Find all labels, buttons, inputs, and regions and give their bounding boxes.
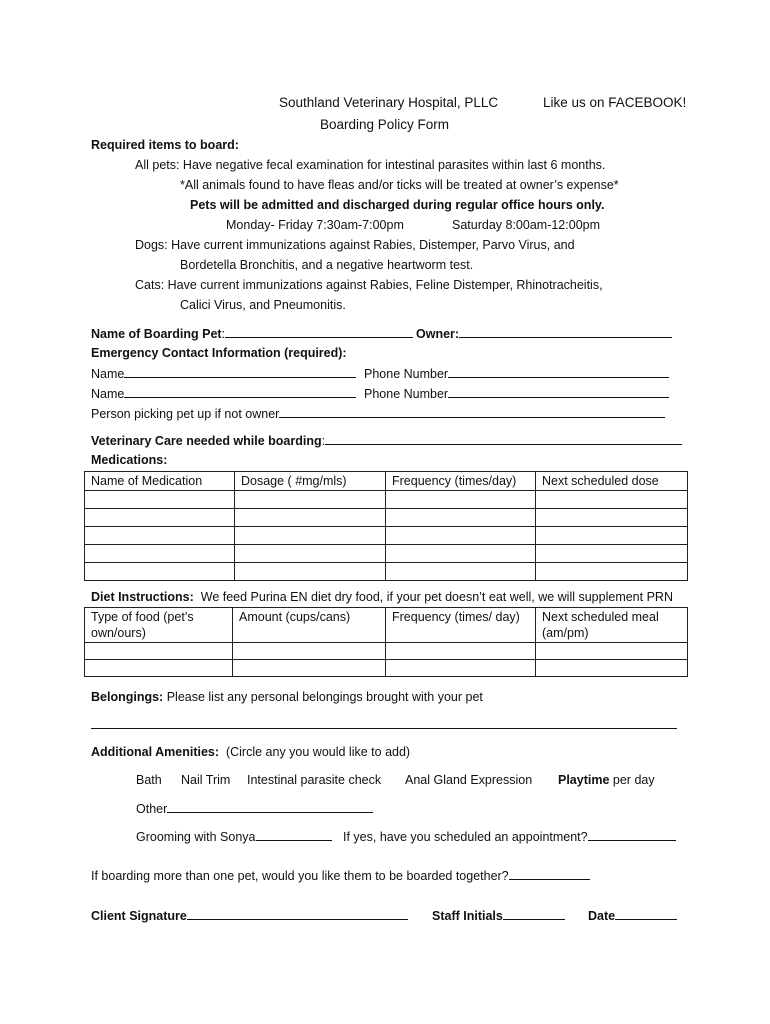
pet-name-row: Name of Boarding Pet:	[91, 325, 413, 342]
medication-cell[interactable]	[85, 509, 235, 527]
medication-cell[interactable]	[536, 491, 688, 509]
amenities-hint: (Circle any you would like to add)	[225, 745, 411, 759]
pet-name-label: Name of Boarding Pet	[91, 327, 222, 341]
staff-initials-label: Staff Initials	[432, 909, 503, 923]
multi-pet-row	[91, 867, 590, 884]
appointment-label: If yes, have you scheduled an appointment?	[343, 830, 588, 844]
medication-cell[interactable]	[85, 491, 235, 509]
multi-pet-field[interactable]	[509, 867, 590, 880]
diet-header-cell: Amount (cups/cans)	[233, 608, 386, 643]
per-day-label: per day	[612, 773, 655, 787]
grooming-label: Grooming with Sonya	[136, 830, 256, 844]
contact-phone-row-2	[364, 385, 669, 402]
contact-phone-field-2[interactable]	[448, 385, 669, 398]
contact-name-row-1	[91, 365, 356, 382]
contact-name-label: Name	[91, 367, 125, 381]
pickup-row	[91, 405, 665, 422]
diet-cell[interactable]	[536, 660, 688, 677]
medication-cell[interactable]	[386, 491, 536, 509]
contact-phone-label: Phone Number	[364, 367, 449, 381]
dogs-requirement: Dogs: Have current immunizations against Rabies, Distemper, Parvo Virus, and	[135, 238, 575, 252]
diet-row	[85, 660, 688, 677]
diet-header-cell: Next scheduled meal (am/pm)	[536, 608, 688, 643]
pickup-field[interactable]	[279, 405, 665, 418]
belongings-text: Please list any personal belongings brought with your pet	[166, 690, 483, 704]
medication-table	[84, 471, 688, 581]
grooming-field[interactable]	[256, 828, 332, 841]
medication-header-cell: Next scheduled dose	[536, 472, 688, 491]
diet-text: We feed Purina EN diet dry food, if your pet doesn’t eat well, we will supplement PRN	[200, 590, 673, 604]
diet-label: Diet Instructions:	[91, 590, 194, 604]
contact-name-row-2	[91, 385, 356, 402]
amenity-parasite-check[interactable]: Intestinal parasite check	[247, 773, 382, 787]
diet-cell[interactable]	[233, 643, 386, 660]
staff-initials-field[interactable]	[503, 907, 565, 920]
requirements-heading: Required items to board:	[91, 138, 239, 152]
medication-cell[interactable]	[85, 527, 235, 545]
diet-cell[interactable]	[85, 660, 233, 677]
medication-cell[interactable]	[536, 509, 688, 527]
medication-cell[interactable]	[386, 509, 536, 527]
medication-row	[85, 563, 688, 581]
contact-name-label: Name	[91, 387, 125, 401]
form-title: Boarding Policy Form	[320, 117, 450, 132]
client-signature-field[interactable]	[187, 907, 408, 920]
emergency-heading: Emergency Contact Information (required):	[91, 346, 347, 360]
owner-field[interactable]	[459, 325, 672, 338]
other-row	[136, 800, 373, 817]
flea-policy: *All animals found to have fleas and/or ticks will be treated at owner’s expense*	[180, 178, 619, 192]
medication-cell[interactable]	[536, 545, 688, 563]
medication-cell[interactable]	[235, 545, 386, 563]
medication-cell[interactable]	[235, 527, 386, 545]
other-field[interactable]	[167, 800, 373, 813]
owner-row	[416, 325, 672, 342]
multi-pet-question: If boarding more than one pet, would you like them to be boarded together?	[91, 869, 509, 883]
vet-care-field[interactable]	[325, 432, 682, 445]
medication-header-cell: Dosage ( #mg/mls)	[235, 472, 386, 491]
facebook-text[interactable]: Like us on FACEBOOK!	[543, 95, 687, 110]
diet-table-header	[85, 608, 688, 643]
medications-heading: Medications:	[91, 453, 168, 467]
contact-phone-field-1[interactable]	[448, 365, 669, 378]
owner-label: Owner:	[416, 327, 460, 341]
diet-cell[interactable]	[536, 643, 688, 660]
dogs-requirement-cont: Bordetella Bronchitis, and a negative heartworm test.	[180, 258, 474, 272]
contact-phone-row-1	[364, 365, 669, 382]
belongings-row	[91, 689, 483, 705]
medication-cell[interactable]	[536, 527, 688, 545]
diet-cell[interactable]	[386, 643, 536, 660]
amenity-anal-gland[interactable]: Anal Gland Expression	[405, 773, 533, 787]
date-field[interactable]	[615, 907, 677, 920]
other-label: Other	[136, 802, 168, 816]
client-signature-row	[91, 907, 408, 924]
amenity-playtime[interactable]	[558, 772, 655, 788]
medication-table-header	[85, 472, 688, 491]
amenities-label: Additional Amenities:	[91, 745, 220, 759]
hospital-name: Southland Veterinary Hospital, PLLC	[279, 95, 499, 110]
medication-row	[85, 527, 688, 545]
contact-phone-label: Phone Number	[364, 387, 449, 401]
diet-table	[84, 607, 688, 677]
medication-row	[85, 491, 688, 509]
pickup-label: Person picking pet up if not owner	[91, 407, 280, 421]
contact-name-field-2[interactable]	[124, 385, 356, 398]
saturday-hours: Saturday 8:00am-12:00pm	[452, 218, 601, 232]
medication-header-cell: Name of Medication	[85, 472, 235, 491]
medication-row	[85, 509, 688, 527]
diet-row	[91, 589, 673, 605]
staff-initials-row	[432, 907, 565, 924]
client-signature-label: Client Signature	[91, 909, 187, 923]
cats-requirement-cont: Calici Virus, and Pneumonitis.	[180, 298, 346, 312]
pet-name-field[interactable]	[225, 325, 413, 338]
medication-cell[interactable]	[386, 527, 536, 545]
medication-header-cell: Frequency (times/day)	[386, 472, 536, 491]
diet-cell[interactable]	[386, 660, 536, 677]
medication-row	[85, 545, 688, 563]
amenities-row	[91, 744, 410, 760]
medication-cell[interactable]	[235, 563, 386, 581]
amenity-bath[interactable]: Bath	[136, 773, 162, 787]
diet-row	[85, 643, 688, 660]
amenity-nail-trim[interactable]: Nail Trim	[181, 773, 231, 787]
diet-header-cell: Type of food (pet’s own/ours)	[85, 608, 233, 643]
medication-cell[interactable]	[85, 563, 235, 581]
all-pets-requirement: All pets: Have negative fecal examination for intestinal parasites within last 6 months.	[135, 158, 606, 172]
diet-header-cell: Frequency (times/ day)	[386, 608, 536, 643]
medication-cell[interactable]	[85, 545, 235, 563]
date-row	[588, 907, 677, 924]
medication-cell[interactable]	[235, 509, 386, 527]
cats-requirement: Cats: Have current immunizations against Rabies, Feline Distemper, Rhinotracheitis,	[135, 278, 603, 292]
contact-name-field-1[interactable]	[124, 365, 356, 378]
vet-care-label: Veterinary Care needed while boarding	[91, 434, 322, 448]
medication-cell[interactable]	[386, 563, 536, 581]
medication-cell[interactable]	[235, 491, 386, 509]
playtime-label: Playtime	[558, 773, 610, 787]
medication-cell[interactable]	[536, 563, 688, 581]
weekday-hours: Monday- Friday 7:30am-7:00pm	[226, 218, 404, 232]
belongings-label: Belongings:	[91, 690, 164, 704]
grooming-row	[136, 828, 332, 845]
vet-care-row: Veterinary Care needed while boarding:	[91, 432, 682, 449]
medication-cell[interactable]	[386, 545, 536, 563]
appointment-field[interactable]	[588, 828, 676, 841]
appointment-row	[343, 828, 676, 845]
office-hours-policy: Pets will be admitted and discharged during regular office hours only.	[190, 198, 605, 212]
diet-cell[interactable]	[233, 660, 386, 677]
date-label: Date	[588, 909, 616, 923]
belongings-field[interactable]	[91, 728, 677, 729]
diet-cell[interactable]	[85, 643, 233, 660]
